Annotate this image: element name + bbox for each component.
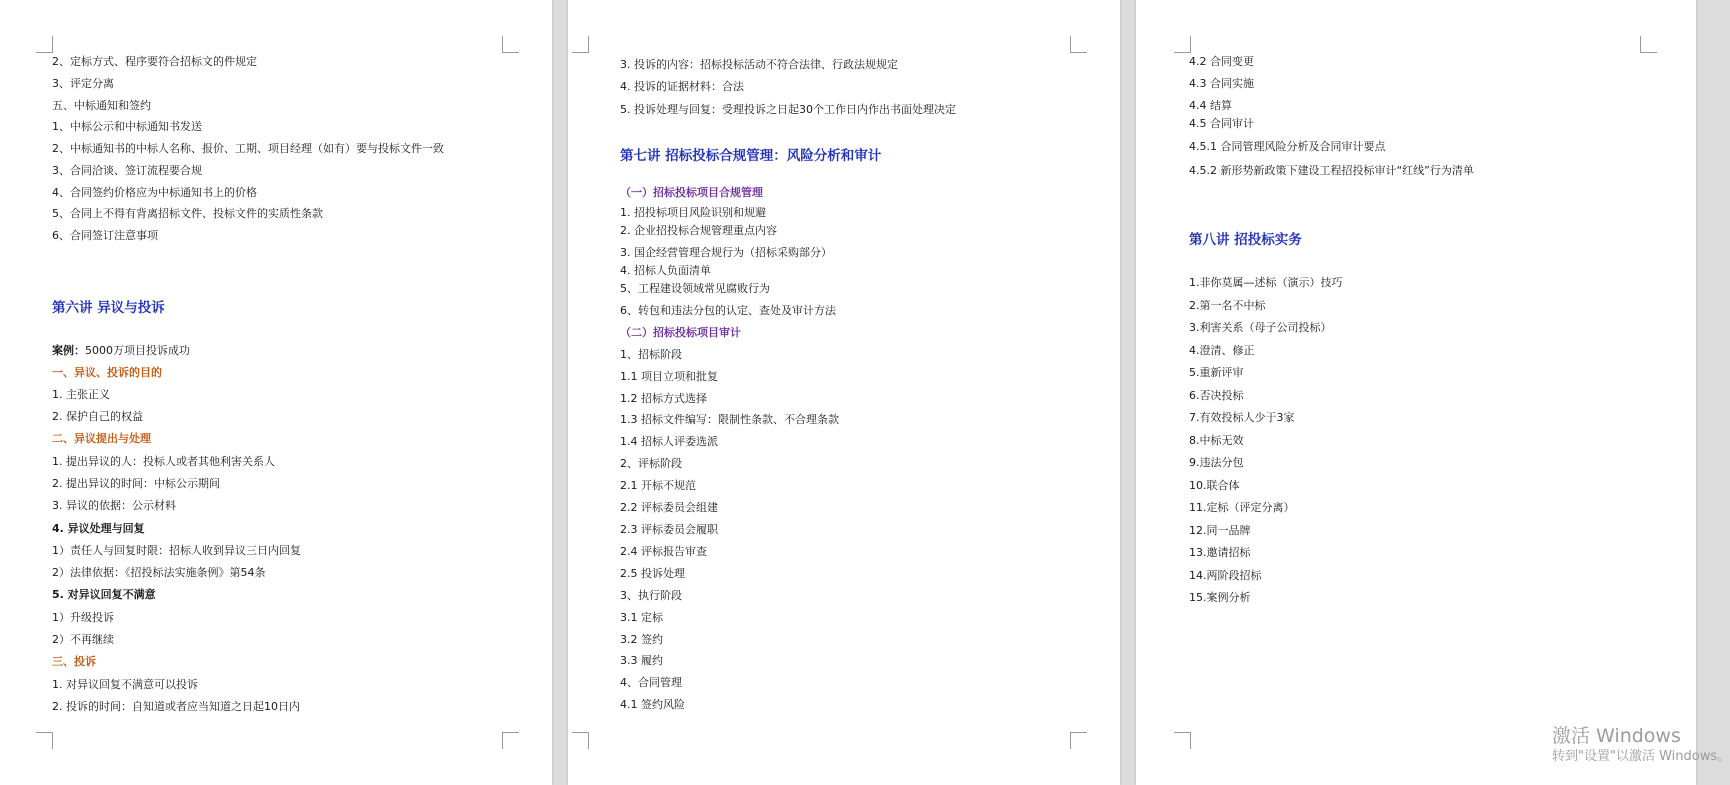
text-line: 6、合同签订注意事项 [52,229,158,242]
text-line: 5. 投诉处理与回复：受理投诉之日起30个工作日内作出书面处理决定 [620,103,956,116]
text-line: 1. 主张正义 [52,388,110,401]
text-line: 4.1 签约风险 [620,698,685,711]
text-line: 2. 提出异议的时间：中标公示期间 [52,477,220,490]
text-line: 4.5 合同审计 [1189,117,1254,130]
margin-corner-mark [502,732,519,749]
margin-corner-mark [502,36,519,53]
text-line: 4.3 合同实施 [1189,77,1254,90]
text-line: 2. 投诉的时间：自知道或者应当知道之日起10日内 [52,700,300,713]
margin-corner-mark [1174,36,1191,53]
list-item: 13.邀请招标 [1189,546,1251,559]
list-item: 5.重新评审 [1189,366,1244,379]
list-item: 1.非你莫属—述标（演示）技巧 [1189,276,1343,289]
document-page-2 [568,0,1120,785]
text-line: 4.4 结算 [1189,99,1232,112]
bold-subheading: 4. 异议处理与回复 [52,522,145,535]
margin-corner-mark [36,732,53,749]
text-line: 2. 企业招投标合规管理重点内容 [620,224,777,237]
text-line: 2、定标方式、程序要符合招标文的件规定 [52,55,257,68]
text-line: 2）不再继续 [52,633,114,646]
section-heading: 二、异议提出与处理 [52,432,151,445]
bold-subheading: 5. 对异议回复不满意 [52,588,156,601]
text-line: 4. 投诉的证据材料：合法 [620,80,744,93]
text-line: 2.5 投诉处理 [620,567,685,580]
text-line: 3. 投诉的内容：招标投标活动不符合法律、行政法规规定 [620,58,898,71]
case-line [52,344,190,358]
text-line: 3.2 签约 [620,633,663,646]
margin-corner-mark [572,36,589,53]
margin-corner-mark [36,36,53,53]
chapter-heading: 第八讲 招投标实务 [1189,232,1302,248]
text-line: 3、评定分离 [52,77,114,90]
margin-corner-mark [1070,732,1087,749]
list-item: 15.案例分析 [1189,591,1251,604]
windows-activation-watermark [1552,724,1730,766]
case-text: 5000万项目投诉成功 [85,344,190,357]
list-item: 4.澄清、修正 [1189,344,1255,357]
text-line: 4. 招标人负面清单 [620,264,711,277]
text-line: 1.1 项目立项和批复 [620,370,718,383]
text-line: 2. 保护自己的权益 [52,410,143,423]
text-line: 2.1 开标不规范 [620,479,696,492]
text-line: 4.5.1 合同管理风险分析及合同审计要点 [1189,140,1386,153]
text-line: 1）升级投诉 [52,611,114,624]
margin-corner-mark [572,732,589,749]
text-line: 6、转包和违法分包的认定、查处及审计方法 [620,304,836,317]
list-item: 8.中标无效 [1189,434,1244,447]
text-line: 3. 国企经营管理合规行为（招标采购部分） [620,246,832,259]
text-line: 5、合同上不得有背离招标文件、投标文件的实质性条款 [52,207,323,220]
text-line: 3. 异议的依据：公示材料 [52,499,176,512]
text-line: 1. 对异议回复不满意可以投诉 [52,678,198,691]
text-line: 1. 提出异议的人：投标人或者其他利害关系人 [52,455,275,468]
chapter-heading: 第六讲 异议与投诉 [52,300,165,316]
watermark-subtitle: 转到"设置"以激活 Windows。 [1552,749,1730,764]
text-line: 2、中标通知书的中标人名称、报价、工期、项目经理（如有）要与投标文件一致 [52,142,444,155]
text-line: 3、合同洽谈、签订流程要合规 [52,164,202,177]
document-page-3 [1136,0,1730,785]
margin-corner-mark [1070,36,1087,53]
text-line: 1、中标公示和中标通知书发送 [52,120,202,133]
list-item: 14.两阶段招标 [1189,569,1262,582]
text-line: 2、评标阶段 [620,457,682,470]
list-item: 10.联合体 [1189,479,1240,492]
list-item: 6.否决投标 [1189,389,1244,402]
subsection-heading: （二）招标投标项目审计 [620,326,741,339]
list-item: 2.第一名不中标 [1189,299,1266,312]
section-heading: 三、投诉 [52,655,96,668]
watermark-title: 激活 Windows [1552,725,1681,747]
list-item: 11.定标（评定分离） [1189,501,1295,514]
text-line: 2.2 评标委员会组建 [620,501,718,514]
text-line: 1.2 招标方式选择 [620,392,707,405]
list-item: 12.同一品牌 [1189,524,1251,537]
text-line: 2.4 评标报告审查 [620,545,707,558]
text-line: 3.1 定标 [620,611,663,624]
text-line: 五、中标通知和签约 [52,99,151,112]
margin-corner-mark [1174,732,1191,749]
case-label: 案例： [52,344,85,357]
subsection-heading: （一）招标投标项目合规管理 [620,186,763,199]
text-line: 2.3 评标委员会履职 [620,523,718,536]
text-line: 1.3 招标文件编写：限制性条款、不合理条款 [620,413,839,426]
list-item: 9.违法分包 [1189,456,1244,469]
text-line: 4.2 合同变更 [1189,55,1254,68]
text-line: 1.4 招标人评委选派 [620,435,718,448]
text-line: 4、合同签约价格应为中标通知书上的价格 [52,186,257,199]
text-line: 1. 招投标项目风险识别和规避 [620,206,766,219]
margin-corner-mark [1640,36,1657,53]
text-line: 1、招标阶段 [620,348,682,361]
chapter-heading: 第七讲 招标投标合规管理：风险分析和审计 [620,148,882,164]
text-line: 5、工程建设领域常见腐败行为 [620,282,770,295]
text-line: 3.3 履约 [620,654,663,667]
list-item: 3.利害关系（母子公司投标） [1189,321,1332,334]
text-line: 1）责任人与回复时限：招标人收到异议三日内回复 [52,544,301,557]
text-line: 4.5.2 新形势新政策下建设工程招投标审计“红线”行为清单 [1189,164,1474,177]
section-heading: 一、异议、投诉的目的 [52,366,162,379]
list-item: 7.有效投标人少于3家 [1189,411,1295,424]
text-line: 4、合同管理 [620,676,682,689]
text-line: 3、执行阶段 [620,589,682,602]
document-page-1 [0,0,552,785]
text-line: 2）法律依据：《招投标法实施条例》第54条 [52,566,266,579]
